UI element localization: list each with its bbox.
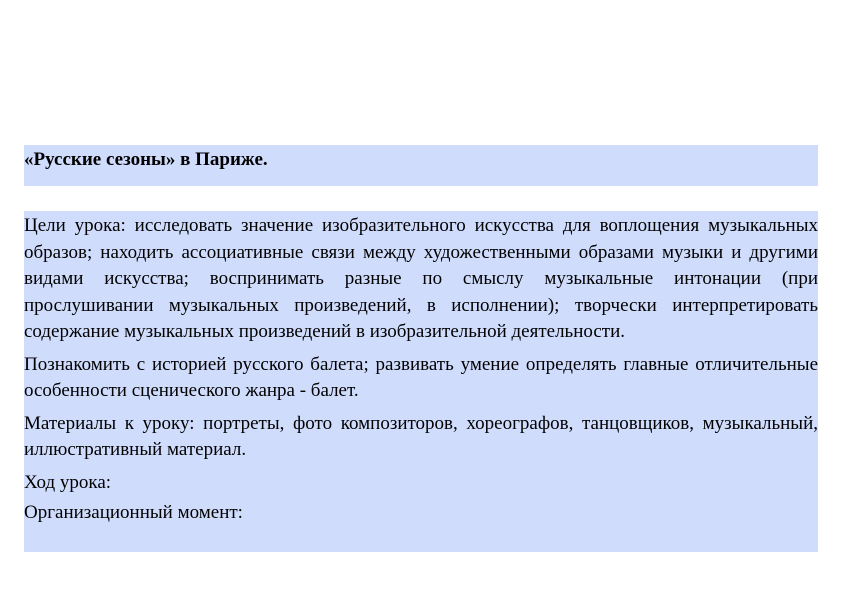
lesson-content	[24, 213, 818, 531]
lesson-flow-heading: Ход урока:	[24, 471, 112, 493]
organizational-moment-heading: Организационный момент:	[24, 502, 243, 523]
ballet-intro-paragraph: Познакомить с историей русского балета; развивать умение определять главные отличительные особенности сценического жанра - балет.	[24, 353, 818, 401]
materials-paragraph: Материалы к уроку: портреты, фото композиторов, хореографов, танцовщиков, музыкальный, иллюстративный материал.	[24, 412, 818, 460]
lesson-goals-paragraph: Цели урока: исследовать значение изобразительного искусства для воплощения музыкальных образов; находить ассоциативные связи между художественными образами музыки и другими видами искусства; воспринимать разные по смыслу музыкальные интонации (при прослушивании музыкальных произведений, в исполнении); творчески интерпретировать содержание музыкальных произведений в изобразительной деятельности.	[24, 215, 818, 342]
page-title: «Русские сезоны» в Париже.	[24, 149, 268, 170]
